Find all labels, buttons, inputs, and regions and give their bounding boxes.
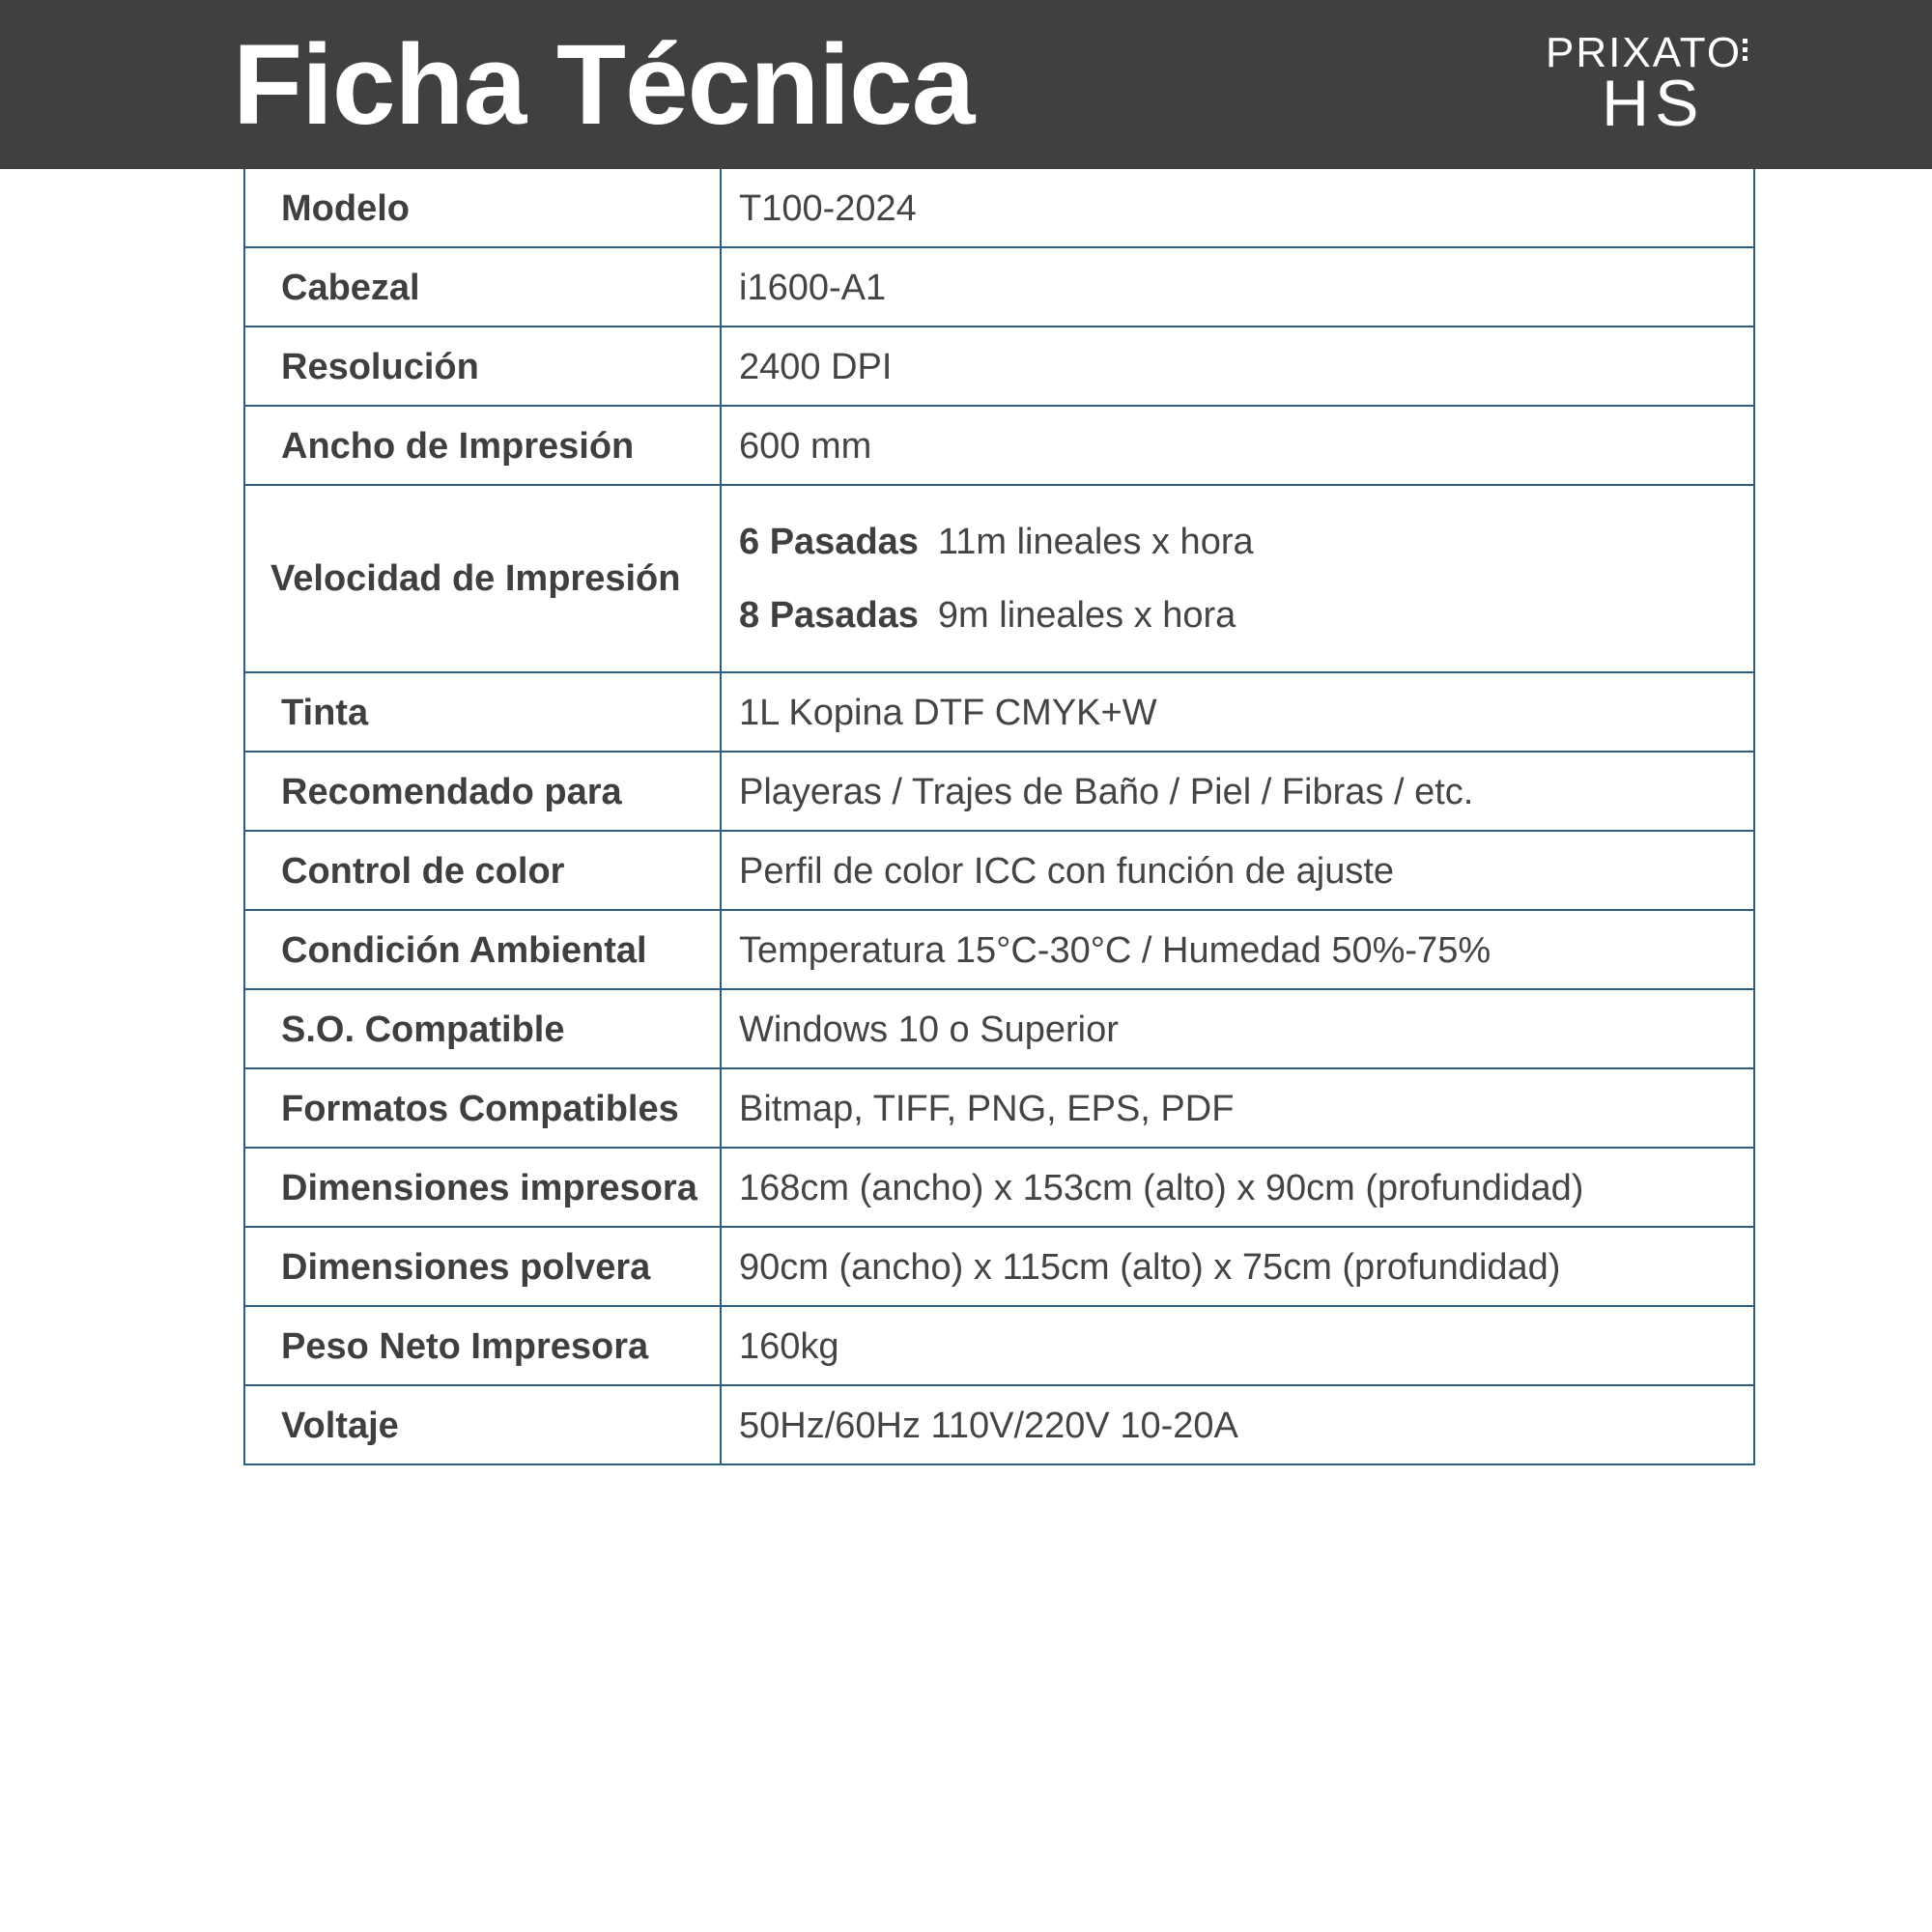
speed-passes: 8 Pasadas [739, 595, 919, 636]
table-row-speed [244, 485, 1754, 672]
table-row [244, 1227, 1754, 1306]
spec-value-resolucion: 2400 DPI [721, 327, 1754, 406]
spec-label-voltaje: Voltaje [244, 1385, 721, 1464]
table-row [244, 406, 1754, 485]
spec-label-peso-neto: Peso Neto Impresora [244, 1306, 721, 1385]
spec-label-velocidad: Velocidad de Impresión [244, 485, 721, 672]
spec-label-dimensiones-impresora: Dimensiones impresora [244, 1148, 721, 1227]
spec-label-tinta: Tinta [244, 672, 721, 752]
spec-table [243, 169, 1755, 1465]
logo-dots-icon [1743, 39, 1752, 66]
spec-label-so-compatible: S.O. Compatible [244, 989, 721, 1068]
table-row [244, 989, 1754, 1068]
spec-value-modelo: T100-2024 [721, 169, 1754, 247]
logo-brand-top: PRIXATO [1546, 29, 1743, 76]
speed-passes: 6 Pasadas [739, 522, 919, 562]
spec-value-voltaje: 50Hz/60Hz 110V/220V 10-20A [721, 1385, 1754, 1464]
speed-line-8-passes [739, 579, 1753, 652]
spec-value-dimensiones-impresora: 168cm (ancho) x 153cm (alto) x 90cm (profundidad) [721, 1148, 1754, 1227]
page-title: Ficha Técnica [233, 21, 975, 149]
table-row [244, 672, 1754, 752]
header-bar [0, 0, 1932, 169]
spec-label-resolucion: Resolución [244, 327, 721, 406]
spec-label-formatos: Formatos Compatibles [244, 1068, 721, 1148]
spec-value-ancho-impresion: 600 mm [721, 406, 1754, 485]
spec-value-formatos: Bitmap, TIFF, PNG, EPS, PDF [721, 1068, 1754, 1148]
spec-value-peso-neto: 160kg [721, 1306, 1754, 1385]
prixato-hs-logo [1542, 29, 1754, 140]
logo-brand-bottom: HS [1602, 67, 1705, 140]
table-row [244, 1385, 1754, 1464]
speed-rate: 9m lineales x hora [937, 595, 1236, 636]
spec-value-cabezal: i1600-A1 [721, 247, 1754, 327]
spec-value-so-compatible: Windows 10 o Superior [721, 989, 1754, 1068]
table-row [244, 910, 1754, 989]
speed-rate: 11m lineales x hora [937, 522, 1254, 562]
speed-line-6-passes [739, 505, 1753, 579]
table-row [244, 327, 1754, 406]
table-row [244, 247, 1754, 327]
table-row [244, 1306, 1754, 1385]
spec-label-ancho-impresion: Ancho de Impresión [244, 406, 721, 485]
table-row [244, 831, 1754, 910]
spec-value-dimensiones-polvera: 90cm (ancho) x 115cm (alto) x 75cm (profundidad) [721, 1227, 1754, 1306]
table-row [244, 169, 1754, 247]
spec-label-cabezal: Cabezal [244, 247, 721, 327]
spec-value-recomendado: Playeras / Trajes de Baño / Piel / Fibras / etc. [721, 752, 1754, 831]
spec-value-velocidad [721, 485, 1754, 672]
spec-value-condicion-ambiental: Temperatura 15°C-30°C / Humedad 50%-75% [721, 910, 1754, 989]
spec-label-condicion-ambiental: Condición Ambiental [244, 910, 721, 989]
spec-value-control-color: Perfil de color ICC con función de ajuste [721, 831, 1754, 910]
spec-label-modelo: Modelo [244, 169, 721, 247]
spec-label-control-color: Control de color [244, 831, 721, 910]
table-row [244, 1068, 1754, 1148]
table-row [244, 752, 1754, 831]
spec-label-dimensiones-polvera: Dimensiones polvera [244, 1227, 721, 1306]
spec-value-tinta: 1L Kopina DTF CMYK+W [721, 672, 1754, 752]
spec-label-recomendado: Recomendado para [244, 752, 721, 831]
table-row [244, 1148, 1754, 1227]
